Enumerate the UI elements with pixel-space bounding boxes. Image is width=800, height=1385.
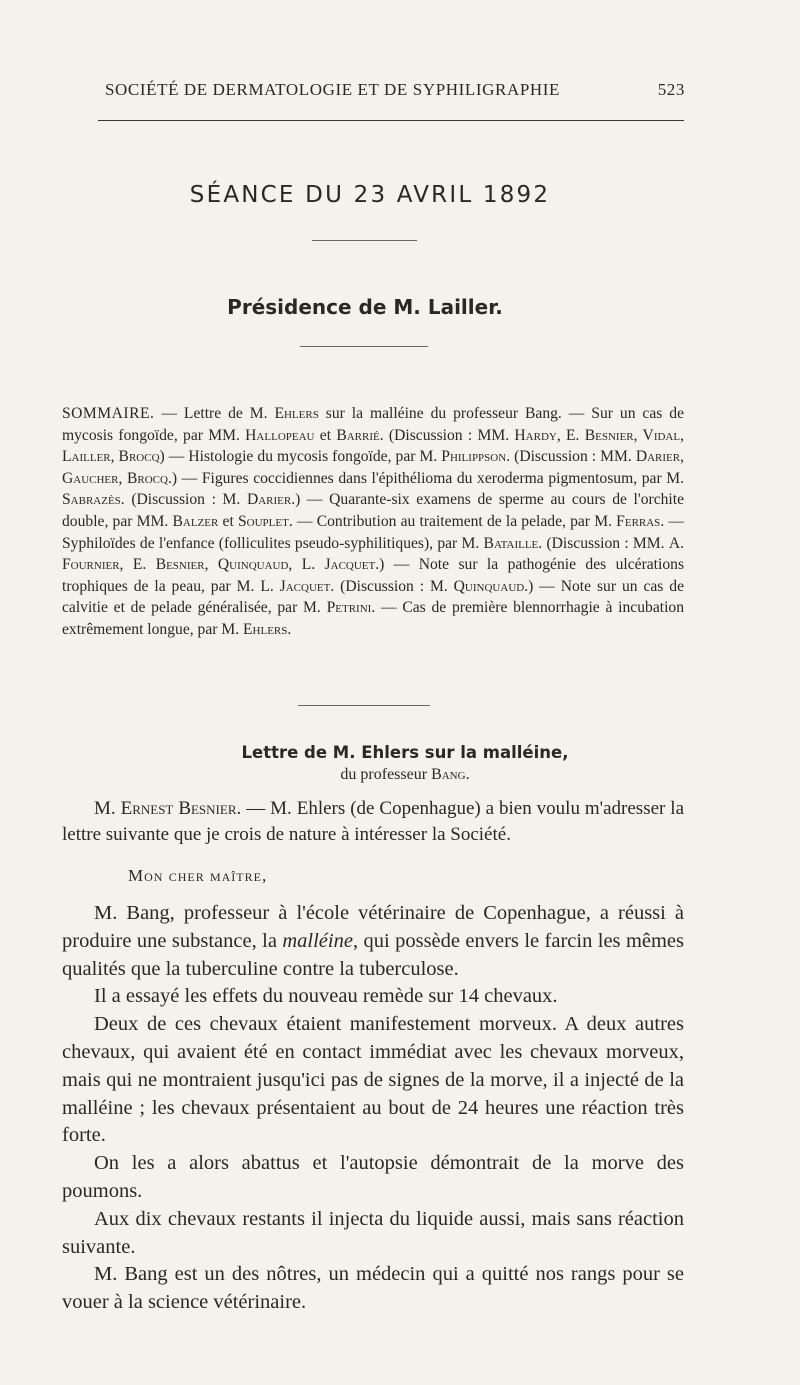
author-name: A. Fournier, E. Besnier, Quinquaud, L. Jacquet: [62, 534, 684, 574]
sommaire-text: ) — Histologie du mycosis fongoïde, par M.: [159, 448, 442, 466]
paragraph-text: , qui possède envers le farcin les mêmes qualités que la tuberculine contre la tuberculose.: [62, 929, 685, 980]
header-rule: [98, 120, 684, 121]
sommaire-text: . — Contribution au traitement de la pelade, par M.: [288, 512, 617, 530]
sommaire-text: .: [287, 620, 292, 638]
running-title: SOCIÉTÉ DE DERMATOLOGIE ET DE SYPHILIGRAPHIE: [105, 80, 561, 99]
author-name: L. Jacquet: [260, 577, 331, 595]
session-title: SÉANCE DU 23 AVRIL 1892: [189, 182, 551, 208]
author-name: Hardy, E. Besnier, Vidal, Lailler, Brocq: [62, 426, 684, 466]
sommaire-text: .) — Note sur la pathogénie des ulcérations trophiques de la peau, par M.: [62, 556, 685, 595]
sommaire-text: . (Discussion : M.: [330, 577, 454, 595]
letter-paragraph: M. Bang est un des nôtres, un médecin qui a quitté nos rangs pour se vouer à la science vétérinaire.: [62, 1263, 684, 1314]
sommaire-text: sur la malléine du professeur Bang. — Sur un cas de mycosis fongoïde, par MM.: [62, 405, 684, 444]
presidence-heading: Présidence de M. Lailler.: [227, 295, 503, 319]
author-name: Philippson: [441, 448, 507, 466]
sommaire-text: . (Discussion : MM.: [506, 448, 636, 466]
letter-paragraph: Il a essayé les effets du nouveau remède sur 14 chevaux.: [94, 985, 558, 1008]
intro-paragraph: [62, 796, 684, 848]
letter-heading: Lettre de M. Ehlers sur la malléine,: [241, 743, 569, 762]
sommaire-text: .) — Quarante-six examens de sperme au cours de l'orchite double, par MM.: [62, 491, 684, 530]
sommaire-text: . (Discussion : MM.: [379, 426, 515, 444]
sommaire-text: . — Cas de première blennorrhagie à incubation extrêmement longue, par M.: [62, 599, 684, 638]
subheading-text: .: [465, 766, 470, 783]
author-name: Darier, Gaucher, Brocq: [62, 448, 684, 487]
divider-rule: [312, 240, 417, 241]
sommaire-text: et: [218, 512, 238, 530]
author-name: Sabrazès: [62, 491, 121, 509]
author-name: Bataille: [483, 534, 539, 552]
intro-text: M.: [94, 798, 121, 819]
letter-paragraph: Deux de ces chevaux étaient manifestement morveux. A deux autres chevaux, qui avaient été en contact immédiat avec les chevaux morveux, mais qui ne montraient jusqu'ici pas de signes de la morve, il a injecté de la malléine ; les chevaux présentaient au bout de 24 heures une réaction très forte.: [62, 1013, 684, 1147]
author-name: Darier: [246, 491, 292, 509]
sommaire-text: .) — Note sur un cas de calvitie et de pelade généralisée, par M.: [62, 577, 685, 617]
author-name: Quinquaud: [453, 577, 525, 595]
divider-rule: [298, 705, 430, 706]
letter-paragraph: On les a alors abattus et l'autopsie démontrait de la morve des poumons.: [62, 1152, 684, 1202]
page-number: 523: [657, 80, 685, 99]
author-name: Ferras: [616, 512, 661, 530]
sommaire-text: .) — Figures coccidiennes dans l'épithélioma du xeroderma pigmentosum, par M.: [167, 469, 684, 487]
intro-text: . — M. Ehlers (de Copenhague) a bien voulu m'adresser la lettre suivante que je crois de nature à intéresser la Société.: [62, 798, 684, 845]
divider-rule: [300, 346, 428, 347]
sommaire-paragraph: [62, 403, 684, 641]
author-name: Barrié: [336, 426, 380, 444]
author-name: Ehlers: [243, 620, 288, 638]
author-name: Balzer: [172, 512, 219, 530]
sommaire-text: . (Discussion : M.: [120, 491, 247, 509]
letter-body: [62, 900, 684, 1317]
sommaire-text: . — Syphiloïdes de l'enfance (folliculites pseudo-syphilitiques), par M.: [62, 512, 685, 552]
author-name: Souplet: [237, 512, 289, 530]
author-name: Ernest Besnier: [120, 798, 237, 819]
letter-paragraph: Aux dix chevaux restants il injecta du liquide aussi, mais sans réaction suivante.: [62, 1207, 684, 1258]
author-name: Petrini: [326, 599, 372, 617]
sommaire-text: — Lettre de M.: [154, 405, 275, 422]
emphasis-text: malléine: [282, 929, 353, 952]
author-name: Hallopeau: [245, 426, 315, 444]
sommaire-text: et: [314, 426, 337, 444]
paragraph-text: M. Bang, professeur à l'école vétérinaire de Copenhague, a réussi à produire une substance, la: [62, 902, 684, 952]
letter-subheading: [0, 766, 800, 784]
salutation: Mon cher maître,: [128, 866, 268, 885]
subheading-text: du professeur: [340, 766, 432, 783]
sommaire-text: . (Discussion : MM.: [538, 534, 669, 552]
letter-paragraph: [62, 900, 684, 983]
sommaire-label: SOMMAIRE.: [62, 405, 155, 422]
author-name: Bang: [431, 766, 466, 783]
author-name: Ehlers: [274, 405, 319, 422]
